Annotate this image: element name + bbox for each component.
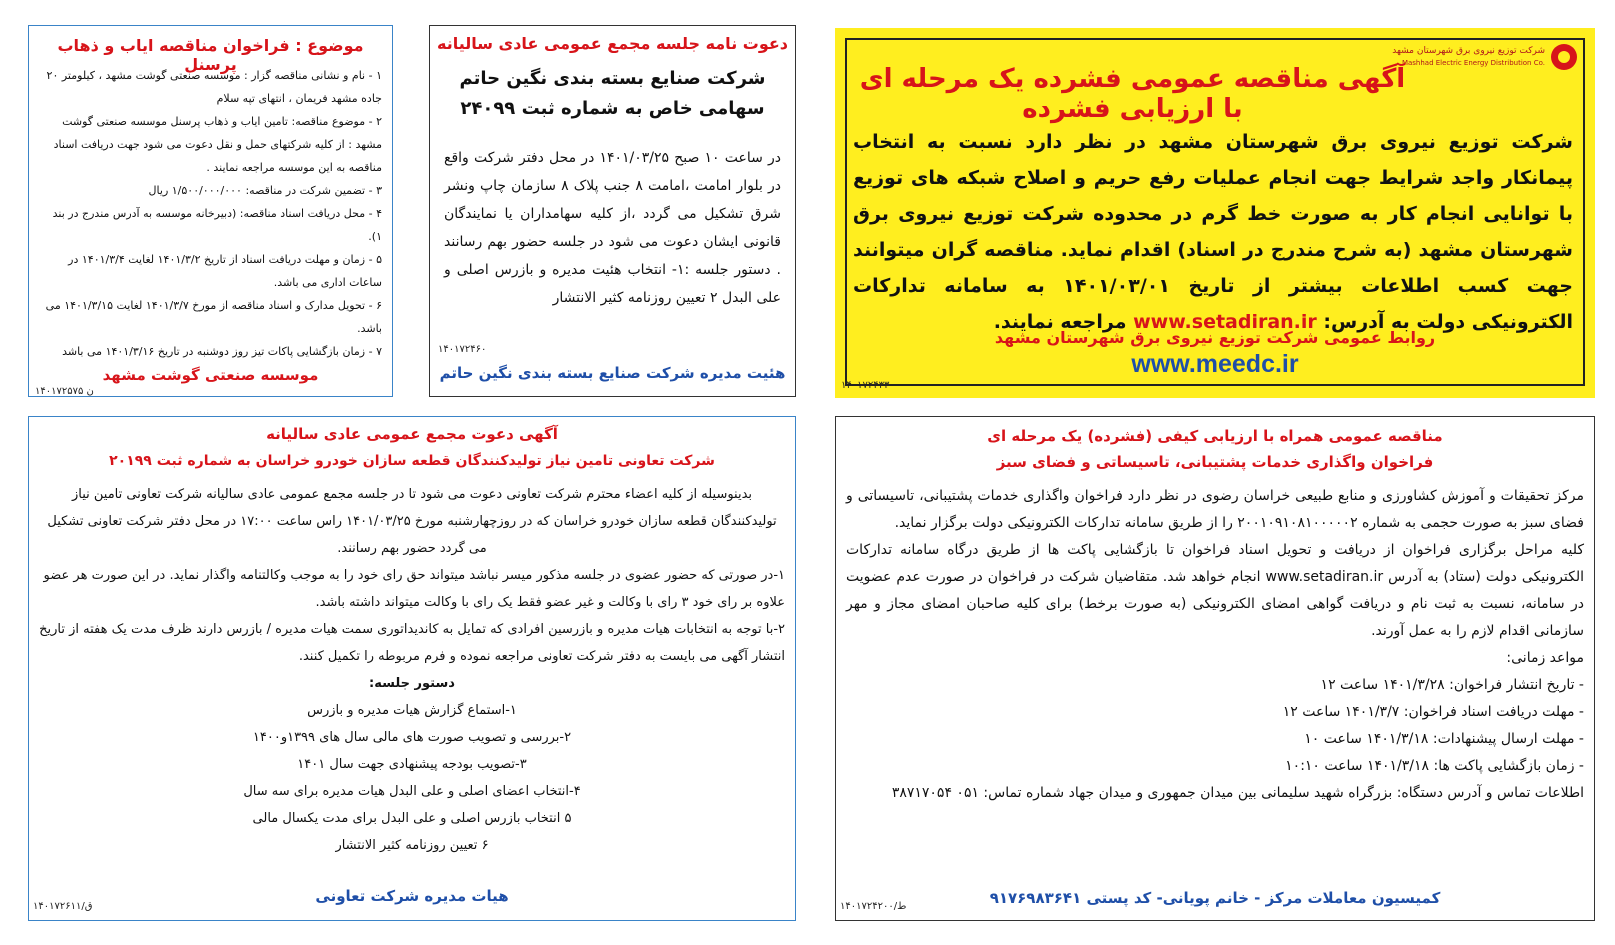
ad-ref-number: ۱۴۰۱۷۲۵۷۵ ن [35, 386, 94, 397]
ad-signature: موسسه صنعتی گوشت مشهد [102, 366, 319, 384]
website-link[interactable]: www.meedc.ir [1131, 350, 1299, 378]
note-paragraph: ۲-با توجه به انتخابات هیات مدیره و بازرسین افرادی که تمایل به کاندیداتوری سمت هیات مدیره / بازرس دارند ظرف مدت یک هفته از تاریخ انتشار آگهی می بایست به دفتر شرکت تعاونی مراجعه نموده و فرم مربوطه را تکمیل کنند. [39, 622, 785, 664]
ad-body: در ساعت ۱۰ صبح ۱۴۰۱/۰۳/۲۵ در محل دفتر شرکت واقع در بلوار امامت ،امامت ۸ جنب پلاک ۸ سازمان چاپ ونشر شرق تشکیل می گردد ،از کلیه سهامداران یا نمایندگان قانونی ایشان دعوت می شود در جلسه حضور بهم رسانند . دستور جلسه :۱- انتخاب هئیت مدیره و بازرس اصلی و علی البدل ۲ تعیین روزنامه کثیر الانتشار [444, 150, 782, 306]
schedule-item: - زمان بازگشایی پاکت ها: ۱۴۰۱/۳/۱۸ ساعت ۱۰:۱۰ [1285, 758, 1584, 774]
contact-info: اطلاعات تماس و آدرس دستگاه: بزرگراه شهید سلیمانی بین میدان جمهوری و میدان جهاد شماره تماس: ۰۵۱ ۳۸۷۱۷۰۵۴ [891, 785, 1584, 801]
intro-paragraph: بدینوسیله از کلیه اعضاء محترم شرکت تعاونی دعوت می شود تا در جلسه مجمع عمومی عادی سالیانه شرکت تعاونی تامین نیاز تولیدکنندگان قطعه سازان خودرو خراسان که در روزچهارشنبه مورخ ۱۴۰۱/۰۳/۲۵ راس ساعت ۱۷:۰۰ در محل دفتر شرکت تعاونی تشکیل می گردد حضور بهم رسانند. [47, 487, 777, 556]
ad-title: موضوع : فراخوان مناقصه ایاب و ذهاب پرسنل [57, 36, 364, 74]
ad-footer: روابط عمومی شرکت توزیع نیروی برق شهرستان مشهد [994, 328, 1436, 347]
ad-body [39, 481, 785, 859]
ad-title: دعوت نامه جلسه مجمع عمومی عادی سالیانه [436, 34, 789, 53]
site-line: ۱۴۰۱/۰۳/۰۱ به سامانه تدارکات الکترونیکی دولت به آدرس: www.setadiran.ir مراجعه نمایند. [853, 275, 1573, 333]
ad-body [846, 483, 1584, 807]
cooperative-meeting-ad [28, 416, 796, 921]
ad-title: آگهی دعوت مجمع عمومی عادی سالیانه [266, 425, 558, 443]
note-paragraph: ۱-در صورتی که حضور عضوی در جلسه مذکور میسر نباشد میتواند حق رای خود را به موجب وکالتنامه واگذار نماید. در این صورت هر عضو علاوه بر رای خود ۳ رای با وکالت و غیر عضو فقط یک رای با وکالت میتواند داشته باشد. [43, 568, 785, 610]
list-item: ۳ - تضمین شرکت در مناقصه: ۱/۵۰۰/۰۰۰/۰۰۰ ریال [148, 184, 382, 197]
ad-body [37, 64, 382, 363]
ad-subtitle: شرکت تعاونی تامین نیاز تولیدکنندگان قطعه سازان خودرو خراسان به شماره ثبت ۲۰۱۹۹ [109, 453, 715, 469]
intro-paragraph: مرکز تحقیقات و آموزش کشاورزی و منابع طبیعی خراسان رضوی در نظر دارد فراخوان واگذاری خدمات پشتیبانی، تاسیساتی و فضای سبز به صورت حجمی به شماره ۲۰۰۱۰۹۱۰۸۱۰۰۰۰۰۲ را از طریق سامانه تدارکات الکترونیکی دولت برگزار نماید. [846, 488, 1584, 531]
setadiran-link[interactable]: www.setadiran.ir [1133, 311, 1317, 333]
ad-ref-number: ۱۴۰۱۷۲۴۶۰ [438, 344, 487, 355]
company-logo-text: شرکت توزیع نیروی برق شهرستان مشهد Mashhad Electric Energy Distribution Co. [1392, 46, 1545, 67]
agenda-item: ۱-استماع گزارش هیات مدیره و بازرس [307, 703, 517, 718]
agenda-item: ۵ انتخاب بازرس اصلی و علی البدل برای مدت یکسال مالی [252, 811, 572, 826]
agenda-item: ۳-تصویب بودجه پیشنهادی جهت سال ۱۴۰۱ [297, 757, 527, 772]
ad-title: آگهی مناقصه عمومی فشرده یک مرحله ای با ارزیابی فشرده [859, 64, 1406, 124]
ad-title: مناقصه عمومی همراه با ارزیابی کیفی (فشرده) یک مرحله ای [987, 427, 1443, 445]
list-item: ۲ - موضوع مناقصه: تامین ایاب و ذهاب پرسنل موسسه صنعتی گوشت مشهد : از کلیه شرکتهای حمل و نقل دعوت می شود جهت دریافت اسناد مناقصه به این موسسه مراجعه نمایند . [53, 115, 382, 174]
agenda-item: ۲-بررسی و تصویب صورت های مالی سال های ۱۳۹۹و۱۴۰۰ [252, 730, 572, 745]
ad-ref-number: ط/۱۴۰۱۷۲۴۲۰۰ [840, 901, 907, 912]
ad-body: شرکت توزیع نیروی برق شهرستان مشهد در نظر دارد نسبت به انتخاب پیمانکار واجد شرایط جهت انجام عملیات رفع حریم و اصلاح شبکه های توزیع با توانایی انجام کار به صورت خط گرم در محدوده شرکت توزیع نیروی برق شهرستان مشهد (به شرح مندرج در اسناد) اقدام نماید. مناقصه گران میتوانند جهت کسب اطلاعات بیشتر از تاریخ ۱۴۰۱/۰۳/۰۱ به سامانه تدارکات الکترونیکی دولت به آدرس: www.setadiran.ir مراجعه نمایند. [853, 131, 1573, 333]
schedule-title: مواعد زمانی: [1506, 650, 1584, 666]
ad-ref-number: ق/۱۴۰۱۷۲۶۱۱ [33, 901, 93, 912]
transport-tender-ad [28, 25, 393, 397]
agenda-item: ۶ تعیین روزنامه کثیر الانتشار [335, 838, 489, 853]
ad-ref-number: ۱۴۰۱۷۲۴۳۳ [841, 380, 890, 391]
schedule-item: - تاریخ انتشار فراخوان: ۱۴۰۱/۳/۲۸ ساعت ۱۲ [1320, 677, 1584, 693]
research-center-tender-ad [835, 416, 1595, 921]
tender-notice-yellow [835, 28, 1595, 398]
list-item: ۶ - تحویل مدارک و اسناد مناقصه از مورخ ۱۴۰۱/۳/۷ لغایت ۱۴۰۱/۳/۱۵ می باشد. [45, 299, 382, 335]
agenda-item: ۴-انتخاب اعضای اصلی و علی البدل هیات مدیره برای سه سال [243, 784, 581, 799]
ad-subtitle: فراخوان واگذاری خدمات پشتیبانی، تاسیساتی و فضای سبز [996, 453, 1434, 471]
list-item: ۵ - زمان و مهلت دریافت اسناد از تاریخ ۱۴۰۱/۳/۲ لغایت ۱۴۰۱/۳/۴ در ساعات اداری می باشد. [68, 253, 382, 289]
ad-signature: هیات مدیره شرکت تعاونی [315, 887, 509, 905]
agenda-title: دستور جلسه: [369, 676, 455, 691]
meeting-invitation-ad [429, 25, 796, 397]
process-paragraph: کلیه مراحل برگزاری فراخوان از دریافت و تحویل اسناد فراخوان تا بازگشایی پاکت ها از طریق درگاه سامانه تدارکات الکترونیکی دولت (ستاد) به آدرس www.setadiran.ir انجام خواهد شد. متقاضیان شرکت در فراخوان در صورت عدم عضویت در سامانه، نسبت به ثبت نام و دریافت گواهی امضای الکترونیکی (به صورت برخط) برای کلیه صاحبان امضای مجاز و مهر سازمانی اقدام لازم را به عمل آورند. [846, 542, 1585, 639]
schedule-item: - مهلت دریافت اسناد فراخوان: ۱۴۰۱/۳/۷ ساعت ۱۲ [1282, 704, 1584, 720]
company-logo-icon [1551, 44, 1577, 70]
list-item: ۱ - نام و نشانی مناقصه گزار : موسسه صنعتی گوشت مشهد ، کیلومتر ۲۰ جاده مشهد فریمان ، انتهای تپه سلام [46, 69, 382, 105]
company-name: شرکت صنایع بسته بندی نگین حاتم [459, 68, 766, 89]
list-item: ۷ - زمان بازگشایی پاکات تیز روز دوشنبه در تاریخ ۱۴۰۱/۳/۱۶ می باشد [62, 345, 382, 358]
ad-signature: هئیت مدیره شرکت صنایع بسته بندی نگین حاتم [439, 364, 786, 382]
schedule-item: - مهلت ارسال پیشنهادات: ۱۴۰۱/۳/۱۸ ساعت ۱۰ [1304, 731, 1584, 747]
list-item: ۴ - محل دریافت اسناد مناقصه: (دبیرخانه موسسه به آدرس مندرج در بند ۱). [52, 207, 382, 243]
registration-line: سهامی خاص به شماره ثبت ۲۴۰۹۹ [460, 98, 765, 119]
ad-signature: کمیسیون معاملات مرکز - خانم پویانی- کد پستی ۹۱۷۶۹۸۳۶۴۱ [989, 889, 1441, 907]
